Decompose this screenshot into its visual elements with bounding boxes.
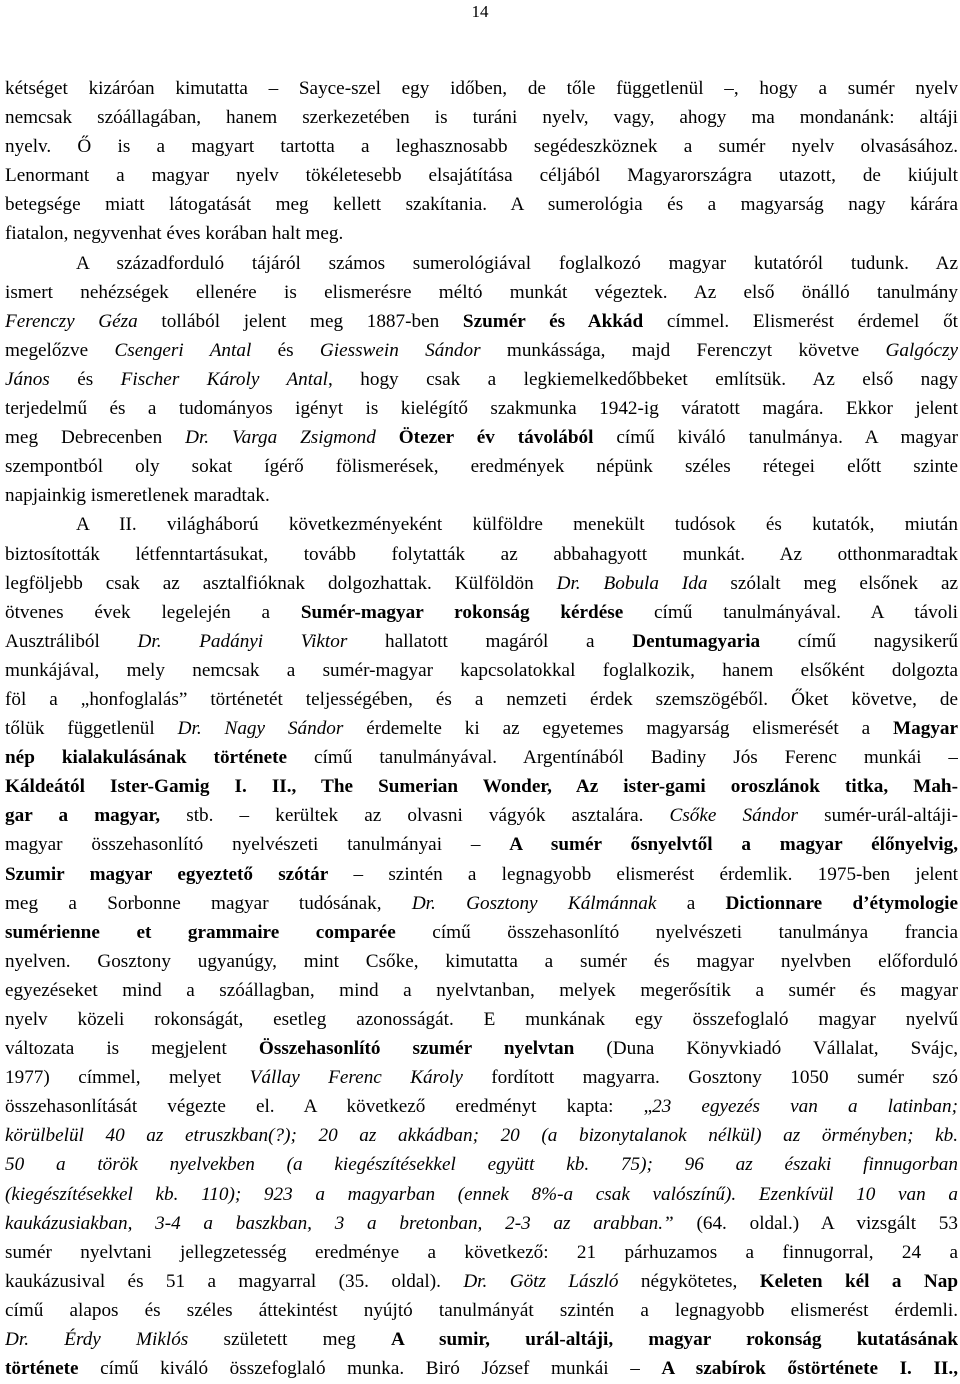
text-run: meg a Sorbonne magyar tudósának, [5, 892, 412, 914]
text-run: négykötetes, [618, 1270, 760, 1292]
text-line [5, 627, 958, 656]
italic-text: Gosztony Kálmánnak [466, 892, 657, 914]
text-line [5, 1238, 958, 1267]
text-run [209, 427, 232, 448]
text-line [5, 860, 958, 889]
text-line [5, 394, 958, 423]
text-line [5, 481, 958, 510]
bold-text: Káldeától Ister-Gamig I. II., The Sumerian Wonder, Az ister-gami oroszlánok titka, Mah- [5, 776, 958, 798]
text-run: A II. világháború következményeként külföldre menekült tudósok és kutatók, miután [76, 514, 958, 536]
text-run [162, 631, 200, 652]
italic-text: Bobula Ida [603, 572, 708, 594]
text-line [5, 1121, 958, 1150]
text-run: fordított magyarra. Gosztony 1050 sumér szó [462, 1067, 958, 1089]
text-run: stb. – kerültek az olvasni vágyók asztalára. [160, 805, 670, 827]
bold-text: gar a magyar, [5, 805, 161, 827]
bold-text: Dentumagyaria [632, 630, 761, 652]
text-run: betegsége miatt látogatását meg kellett szakítania. A sumerológia és a magyarság nagy kárára [5, 194, 958, 216]
text-run: és [251, 339, 320, 361]
page-number: 14 [471, 2, 489, 21]
text-run: című tanulmányával. Argentínából Badiny Jós Ferenc munkái – [287, 747, 958, 769]
text-run: született meg [188, 1329, 391, 1351]
text-line [5, 190, 958, 219]
bold-text: Szumér és Akkád [462, 310, 644, 332]
bold-text: A szabírok őstörténete I. II., [661, 1358, 958, 1380]
text-run: ötvenes évek legelején a [5, 601, 301, 623]
body-text [5, 74, 958, 1383]
bold-text: nép kialakulásának története [5, 747, 288, 769]
italic-text: (kiegészítésekkel kb. 110); 923 a magyarban (ennek 8%-a csak valószínű). Ezenkívül 10 van a [5, 1183, 958, 1205]
text-run: nyelv. Ő is a magyart tartotta a leghasznosabb segédeszköznek a sumér nyelv olvasásához. [5, 136, 958, 158]
text-run: címmel. Elismerést érdemel őt [643, 310, 958, 332]
text-line [5, 1296, 958, 1325]
text-line [5, 307, 958, 336]
text-line [5, 918, 958, 947]
text-line [5, 1325, 958, 1354]
italic-text: Csőke Sándor [669, 805, 798, 827]
text-run [29, 1329, 64, 1350]
italic-text: Fischer Károly Antal [120, 368, 329, 390]
italic-text: Dr. [556, 572, 581, 594]
text-run: A századforduló tájáról számos sumerológiával foglalkozó magyar kutatóról tudunk. Az [76, 252, 958, 274]
text-line [5, 976, 958, 1005]
italic-text: Dr. [411, 892, 436, 914]
italic-text: Dr. [177, 718, 202, 740]
italic-text: Dr. [5, 1329, 29, 1351]
italic-text: Érdy Miklós [64, 1329, 189, 1351]
italic-text: Varga Zsigmond [232, 427, 376, 449]
italic-text: Galgóczy [885, 339, 958, 361]
text-line [5, 161, 958, 190]
italic-text: kaukázusiakban, 3-4 a baszkban, 3 a bretonban, 2-3 az arabban.” [5, 1212, 674, 1234]
text-run: terjedelmű és a tudományos igényt is kielégítő szakmunka 1942-ig váratott magára. Ekkor jelent [5, 398, 958, 420]
text-run: – szintén a legnagyobb elismerést érdemlik. 1975-ben jelent [328, 863, 958, 885]
text-run [487, 1271, 509, 1292]
text-run: nemcsak szóállagában, hanem szerkezetében is turáni nyelv, vagy, ahogy ma mondanánk: altáji [5, 107, 958, 129]
text-run: (Duna Könyvkiadó Vállalat, Svájc, [574, 1038, 958, 1060]
text-line [5, 540, 958, 569]
text-line [5, 510, 958, 539]
text-line [5, 452, 958, 481]
text-run: tőlük függetlenül [5, 718, 178, 740]
text-line [5, 249, 958, 278]
bold-text: története [5, 1358, 79, 1380]
text-line [5, 219, 958, 248]
text-run: Ausztráliból [5, 630, 138, 652]
text-line [5, 132, 958, 161]
text-run: meg Debrecenben [5, 427, 186, 449]
italic-text: Vállay Ferenc Károly [249, 1067, 463, 1089]
text-line [5, 1209, 958, 1238]
text-run: szempontból oly sokat ígérő fölismerések, eredmények népünk széles rétegei előtt szinte [5, 456, 958, 478]
text-run: hallatott magáról a [347, 630, 633, 652]
italic-text: Giesswein Sándor [319, 339, 481, 361]
italic-text: Dr. [185, 427, 210, 449]
text-run: munkássága, majd Ferenczyt követve [480, 339, 886, 361]
italic-text: Dr. [137, 630, 162, 652]
text-run [436, 893, 466, 914]
italic-text: 50 a török nyelvekben (a kiegészítésekkel együtt kb. 75); 96 az északi finnugorban [5, 1154, 958, 1176]
bold-text: sumérienne et grammaire comparée [5, 921, 396, 943]
text-line [5, 423, 958, 452]
text-run [376, 427, 399, 448]
text-run: című kiváló tanulmánya. A magyar [593, 427, 958, 449]
text-run: kaukázusival és 51 a magyarral (35. oldal). [5, 1270, 464, 1292]
text-run: kétséget kizáróan kimutatta – Sayce-szel egy időben, de tőle függetlenül –, hogy a sumér nyelv [5, 78, 958, 99]
text-line [5, 772, 958, 801]
text-run: Lenormant a magyar nyelv tökéletesebb elsajátítása céljából Magyarországra utazott, de kiújult [5, 165, 958, 187]
text-line [5, 569, 958, 598]
bold-text: Dictionnare d’étymologie [725, 892, 958, 914]
text-line [5, 656, 958, 685]
text-run [581, 573, 604, 594]
text-line [5, 74, 958, 103]
bold-text: A sumir, urál-altáji, magyar rokonság kutatásának [390, 1329, 958, 1351]
text-run: föl a „honfoglalás” történetét teljességében, és a nemzeti érdek szemszögéből. Őket követve, de [5, 688, 958, 710]
text-line [5, 103, 958, 132]
bold-text: Magyar [893, 718, 958, 740]
text-run: , hogy csak a legkiemelkedőbbeket említsük. Az első nagy [328, 368, 958, 390]
text-run: legföljebb csak az asztalfióknak dolgozhattak. Külföldön [5, 572, 557, 594]
text-run: című nagysikerű [760, 630, 958, 652]
bold-text: A sumér ősnyelvtől a magyar élőnyelvig, [509, 834, 958, 856]
bold-text: Keleten kél a Nap [759, 1270, 958, 1292]
text-line [5, 714, 958, 743]
text-run: a [656, 892, 726, 914]
italic-text: János [5, 368, 50, 390]
text-run: ismert nehézségek ellenére is elismerésre méltó munkát végeztek. Az első önálló tanulmány [5, 281, 958, 303]
italic-text: Götz László [509, 1270, 619, 1292]
text-run: és [49, 368, 121, 390]
text-run: fiatalon, negyvenhat éves korában halt meg. [5, 223, 344, 245]
italic-text: Nagy Sándor [224, 718, 344, 740]
text-line [5, 947, 958, 976]
text-run: sumér nyelvtani jellegzetesség eredménye a következő: 21 párhuzamos a finnugorral, 24 a [5, 1241, 958, 1263]
text-line [5, 1150, 958, 1179]
text-run: egyezéseket mind a szóállagban, mind a nyelvtanban, melyek megerősítik a sumér és magyar [5, 979, 958, 1001]
text-run: című kiváló összefoglaló munka. Biró József munkái – [78, 1358, 662, 1380]
text-line [5, 830, 958, 859]
text-run: szólalt meg elsőnek az [707, 572, 958, 594]
text-line [5, 1034, 958, 1063]
text-run: sumér-urál-altáji- [798, 805, 958, 827]
text-line [5, 1267, 958, 1296]
text-line [5, 365, 958, 394]
text-run: magyar összehasonlító nyelvészeti tanulmányai – [5, 834, 510, 856]
text-run: változata is megjelent [5, 1038, 259, 1060]
text-line [5, 598, 958, 627]
italic-text: Dr. [463, 1270, 488, 1292]
bold-text: Összehasonlító szumér nyelvtan [258, 1038, 575, 1060]
text-run [202, 718, 225, 739]
text-run: 1977) címmel, melyet [5, 1067, 250, 1089]
text-run: nyelven. Gosztony ugyanúgy, mint Csőke, kimutatta a sumér és magyar nyelvben előforduló [5, 950, 958, 972]
italic-text: Ferenczy Géza [5, 310, 138, 332]
italic-text: Csengeri Antal [114, 339, 252, 361]
text-line [5, 889, 958, 918]
text-line [5, 1354, 958, 1383]
text-run: című tanulmányával. A távoli [623, 601, 958, 623]
text-line [5, 743, 958, 772]
text-line [5, 1180, 958, 1209]
text-run: összehasonlítását végezte el. A következő eredményt kapta: „ [5, 1096, 653, 1118]
text-run: (64. oldal.) A vizsgált 53 [673, 1212, 958, 1234]
text-run: napjainkig ismeretlenek maradtak. [5, 485, 270, 507]
italic-text: 23 egyezés van a latinban; [652, 1096, 958, 1118]
text-run: munkájával, mely nemcsak a sumér-magyar kapcsolatokkal foglalkozik, hanem elsőként dolgozta [5, 659, 958, 681]
italic-text: Padányi Viktor [199, 630, 348, 652]
italic-text: körülbelül 40 az etruszkban(?); 20 az akkádban; 20 (a bizonytalanok nélkül) az örményben; kb. [5, 1125, 958, 1147]
text-run: nyelv közeli rokonságát, esetleg azonosságát. E munkának egy összefoglaló magyar nyelvű [5, 1009, 958, 1030]
text-line [5, 801, 958, 830]
text-line [5, 1063, 958, 1092]
text-line [5, 336, 958, 365]
text-line [5, 685, 958, 714]
text-run: tollából jelent meg 1887-ben [137, 310, 463, 332]
bold-text: Ötezer év távolából [398, 427, 594, 449]
text-run: biztosították létfenntartásukat, tovább folytatták az abbahagyott munkát. Az otthonmaradtak [5, 543, 958, 565]
text-run: című alapos és széles áttekintést nyújtó tanulmányát szintén a legnagyobb elismerést érdemli. [5, 1299, 958, 1321]
bold-text: Sumér-magyar rokonság kérdése [300, 601, 624, 623]
text-line [5, 1005, 958, 1034]
bold-text: Szumir magyar egyeztető szótár [5, 863, 329, 885]
text-run: megelőzve [5, 339, 115, 361]
text-line [5, 278, 958, 307]
text-run: című összehasonlító nyelvészeti tanulmánya francia [395, 921, 958, 943]
text-run: érdemelte ki az egyetemes magyarság elismerését a [343, 718, 894, 740]
text-line [5, 1092, 958, 1121]
